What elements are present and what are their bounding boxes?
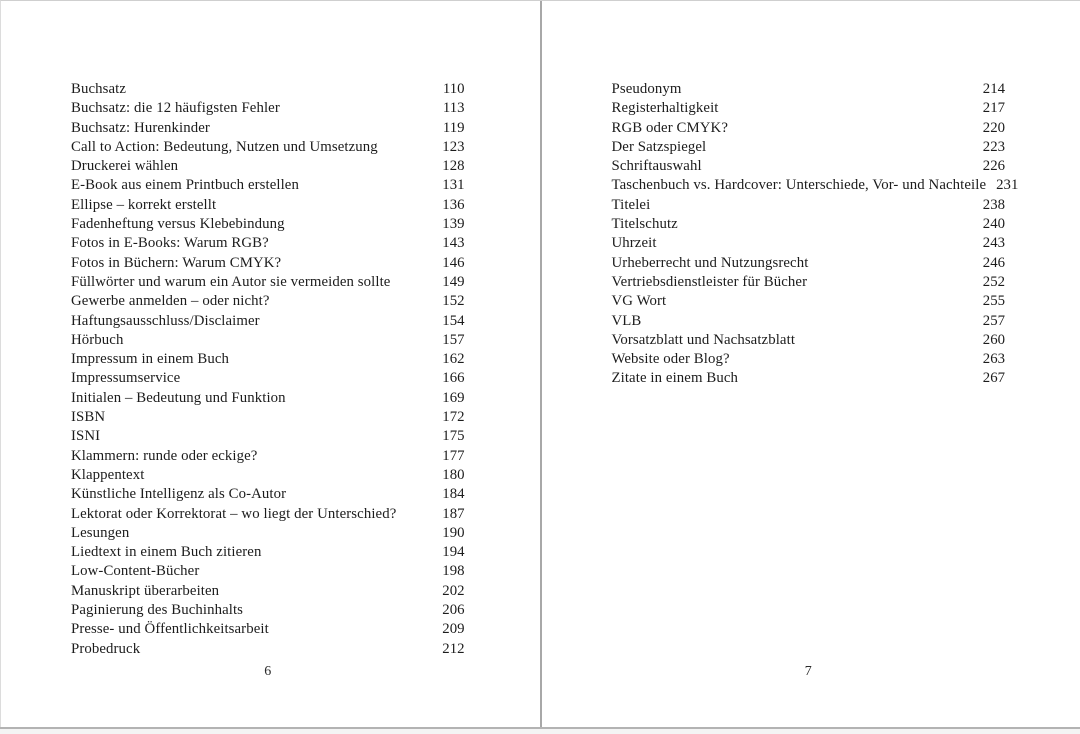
toc-entry	[612, 234, 1006, 253]
toc-entry-title: Initialen – Bedeutung und Funktion	[71, 389, 286, 406]
toc-entry	[71, 427, 465, 446]
toc-entry	[71, 157, 465, 176]
toc-entry-title: Lesungen	[71, 524, 130, 541]
toc-entry-page-number: 149	[442, 273, 465, 290]
toc-entry-page-number: 187	[442, 505, 465, 522]
toc-entry	[71, 273, 465, 292]
toc-entry	[71, 601, 465, 620]
toc-entry-title: Haftungsausschluss/Disclaimer	[71, 312, 260, 329]
toc-entry	[612, 312, 1006, 331]
toc-entry-title: Pseudonym	[611, 81, 682, 97]
toc-entry-page-number: 194	[442, 544, 465, 561]
toc-entry-page-number: 123	[442, 138, 465, 155]
toc-entry	[71, 505, 465, 524]
toc-entry	[71, 254, 465, 273]
toc-entry-title: Registerhaltigkeit	[611, 100, 719, 117]
toc-entry-title: Buchsatz: die 12 häufigsten Fehler	[71, 100, 280, 117]
toc-entry-title: Buchsatz	[71, 81, 127, 97]
toc-entry-title: Künstliche Intelligenz als Co-Autor	[71, 486, 287, 503]
toc-entry	[71, 215, 465, 234]
toc-entry-page-number: 146	[442, 254, 465, 271]
toc-entry-title: Website oder Blog?	[611, 351, 730, 368]
toc-entry-title: RGB oder CMYK?	[611, 119, 728, 136]
toc-entry-page-number: 110	[442, 81, 465, 97]
toc-entry-title: ISBN	[71, 409, 106, 426]
toc-entry-title: Gewerbe anmelden – oder nicht?	[71, 293, 270, 310]
toc-entry-page-number: 252	[982, 273, 1005, 290]
toc-entry-page-number: 202	[442, 582, 465, 599]
toc-entry	[71, 447, 465, 466]
toc-entry-page-number: 119	[442, 119, 465, 136]
toc-entry-page-number: 223	[982, 138, 1005, 155]
toc-entry	[71, 138, 465, 157]
toc-entry-title: Taschenbuch vs. Hardcover: Unterschiede, Vor- und Nachteile	[611, 177, 987, 194]
toc-entry	[71, 234, 465, 253]
toc-entry	[612, 215, 1006, 234]
toc-entry-page-number: 240	[982, 216, 1005, 233]
toc-entry-page-number: 139	[442, 216, 465, 233]
toc-entry-title: Lektorat oder Korrektorat – wo liegt der Unterschied?	[71, 505, 397, 522]
toc-entry-page-number: 257	[982, 312, 1005, 329]
toc-entry-page-number: 217	[982, 100, 1005, 117]
toc-entry-page-number: 220	[982, 119, 1005, 136]
toc-entry	[71, 389, 465, 408]
toc-entry	[71, 408, 465, 427]
toc-entry	[71, 562, 465, 581]
toc-entry-title: Manuskript überarbeiten	[71, 582, 220, 599]
toc-entry-page-number: 267	[982, 370, 1005, 387]
toc-entry-page-number: 214	[982, 81, 1005, 97]
toc-entry-page-number: 198	[442, 563, 465, 580]
toc-entry-title: Hörbuch	[71, 331, 124, 348]
toc-entry-page-number: 177	[442, 447, 465, 464]
toc-entry-page-number: 154	[442, 312, 465, 329]
toc-entry-page-number: 209	[442, 621, 465, 638]
toc-entry-page-number: 206	[442, 602, 465, 619]
page-folio-right: 7	[804, 664, 812, 679]
toc-entry	[612, 119, 1006, 138]
toc-entry	[71, 292, 465, 311]
toc-entry-title: Probedruck	[71, 640, 141, 657]
toc-entry	[612, 196, 1006, 215]
toc-entry-page-number: 263	[982, 351, 1005, 368]
toc-entry	[71, 99, 465, 118]
toc-entry-page-number: 246	[982, 254, 1005, 271]
toc-entry-title: Paginierung des Buchinhalts	[71, 602, 244, 619]
toc-list-left	[71, 80, 465, 659]
toc-entry-page-number: 136	[442, 196, 465, 213]
toc-entry-title: Call to Action: Bedeutung, Nutzen und Umsetzung	[71, 138, 378, 155]
toc-entry-title: VLB	[611, 312, 642, 329]
toc-entry-page-number: 128	[442, 158, 465, 175]
toc-entry-title: Buchsatz: Hurenkinder	[71, 119, 210, 136]
toc-entry	[71, 369, 465, 388]
toc-entry-title: Vertriebsdienstleister für Bücher	[611, 273, 808, 290]
toc-entry	[71, 350, 465, 369]
toc-entry-title: ISNI	[71, 428, 101, 445]
toc-entry-page-number: 184	[442, 486, 465, 503]
toc-entry	[71, 80, 465, 99]
toc-list-right	[611, 80, 1019, 389]
toc-entry-title: Klappentext	[71, 466, 145, 483]
page-folio-left: 6	[264, 664, 272, 679]
toc-entry	[612, 157, 1006, 176]
toc-entry-page-number: 238	[982, 196, 1005, 213]
toc-entry	[71, 524, 465, 543]
toc-entry-title: Der Satzspiegel	[611, 138, 707, 155]
toc-entry	[612, 273, 1006, 292]
toc-entry-page-number: 131	[442, 177, 465, 194]
toc-entry-title: Presse- und Öffentlichkeitsarbeit	[71, 621, 269, 638]
toc-entry-title: Liedtext in einem Buch zitieren	[71, 544, 262, 561]
toc-entry	[612, 350, 1006, 369]
toc-entry	[71, 119, 465, 138]
toc-entry	[612, 369, 1006, 388]
toc-entry-title: Uhrzeit	[611, 235, 657, 252]
toc-entry	[612, 292, 1006, 311]
toc-entry-page-number: 113	[442, 100, 465, 117]
toc-entry-title: VG Wort	[611, 293, 667, 310]
toc-entry-title: Klammern: runde oder eckige?	[71, 447, 258, 464]
toc-entry	[612, 331, 1006, 350]
toc-entry-title: Fotos in Büchern: Warum CMYK?	[71, 254, 282, 271]
toc-entry-page-number: 260	[982, 331, 1005, 348]
toc-entry	[71, 485, 465, 504]
toc-entry-page-number: 166	[442, 370, 465, 387]
page-bottom-edge	[0, 727, 1080, 734]
toc-page-left	[1, 1, 540, 727]
toc-entry-page-number: 157	[442, 331, 465, 348]
toc-entry-title: Vorsatzblatt und Nachsatzblatt	[611, 331, 796, 348]
toc-entry	[612, 138, 1006, 157]
toc-entry-page-number: 231	[996, 177, 1019, 194]
toc-entry	[612, 99, 1006, 118]
toc-entry-title: Druckerei wählen	[71, 158, 179, 175]
toc-entry	[71, 640, 465, 659]
toc-entry-title: Impressum in einem Buch	[71, 351, 230, 368]
toc-entry-page-number: 226	[982, 158, 1005, 175]
toc-entry-page-number: 162	[442, 351, 465, 368]
toc-entry-title: Fotos in E-Books: Warum RGB?	[71, 235, 269, 252]
toc-entry-page-number: 152	[442, 293, 465, 310]
toc-entry	[612, 254, 1006, 273]
toc-entry-page-number: 169	[442, 389, 465, 406]
toc-entry-page-number: 172	[442, 409, 465, 426]
toc-entry-page-number: 212	[442, 640, 465, 657]
toc-entry	[611, 176, 1019, 195]
toc-entry-title: Urheberrecht und Nutzungsrecht	[611, 254, 809, 271]
toc-entry	[71, 312, 465, 331]
toc-entry-page-number: 255	[982, 293, 1005, 310]
toc-entry-title: Zitate in einem Buch	[611, 370, 739, 387]
toc-entry-page-number: 175	[442, 428, 465, 445]
toc-entry-title: Impressumservice	[71, 370, 181, 387]
toc-entry-title: Titelschutz	[611, 216, 678, 233]
toc-entry	[71, 196, 465, 215]
toc-entry-title: Fadenheftung versus Klebebindung	[71, 216, 285, 233]
toc-entry	[71, 331, 465, 350]
toc-entry	[71, 582, 465, 601]
toc-entry-title: Titelei	[611, 196, 651, 213]
toc-entry	[71, 466, 465, 485]
toc-entry-page-number: 143	[442, 235, 465, 252]
toc-page-right	[542, 1, 1080, 727]
toc-entry-title: Schriftauswahl	[611, 158, 702, 175]
toc-entry-page-number: 243	[982, 235, 1005, 252]
toc-entry	[71, 176, 465, 195]
toc-entry	[71, 543, 465, 562]
toc-entry	[71, 620, 465, 639]
toc-entry-page-number: 180	[442, 466, 465, 483]
toc-entry	[612, 80, 1006, 99]
toc-entry-page-number: 190	[442, 524, 465, 541]
toc-entry-title: Füllwörter und warum ein Autor sie vermeiden sollte	[71, 273, 391, 290]
toc-entry-title: Ellipse – korrekt erstellt	[71, 196, 217, 213]
toc-entry-title: Low-Content-Bücher	[71, 563, 200, 580]
toc-entry-title: E-Book aus einem Printbuch erstellen	[71, 177, 299, 194]
